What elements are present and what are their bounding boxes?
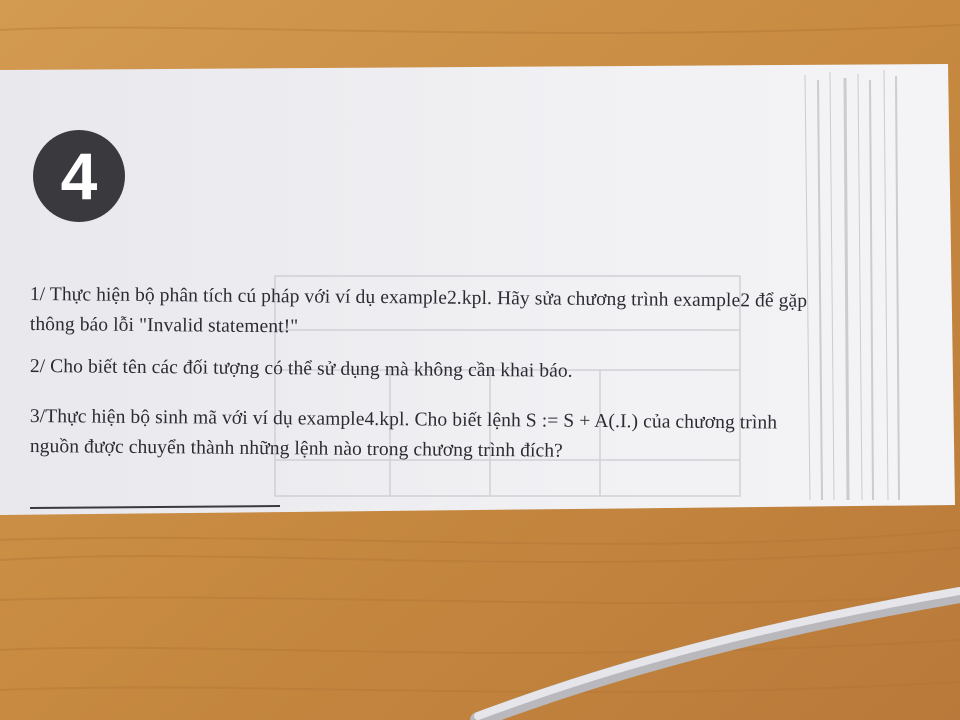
- badge-number: 4: [60, 139, 98, 213]
- question-number-badge: [33, 130, 125, 222]
- question-3-line-2: nguồn được chuyển thành những lệnh nào trong chương trình đích?: [29, 435, 563, 462]
- question-3-line-1: 3/Thực hiện bộ sinh mã với ví dụ example4.kpl. Cho biết lệnh S := S + A(.I.) của chương trình: [29, 405, 778, 434]
- question-1-line-1: 1/ Thực hiện bộ phân tích cú pháp với ví dụ example2.kpl. Hãy sửa chương trình example2 để gặp: [29, 283, 808, 312]
- question-2: 2/ Cho biết tên các đối tượng có thể sử dụng mà không cần khai báo.: [29, 355, 573, 382]
- question-1-line-2: thông báo lỗi "Invalid statement!": [29, 313, 299, 338]
